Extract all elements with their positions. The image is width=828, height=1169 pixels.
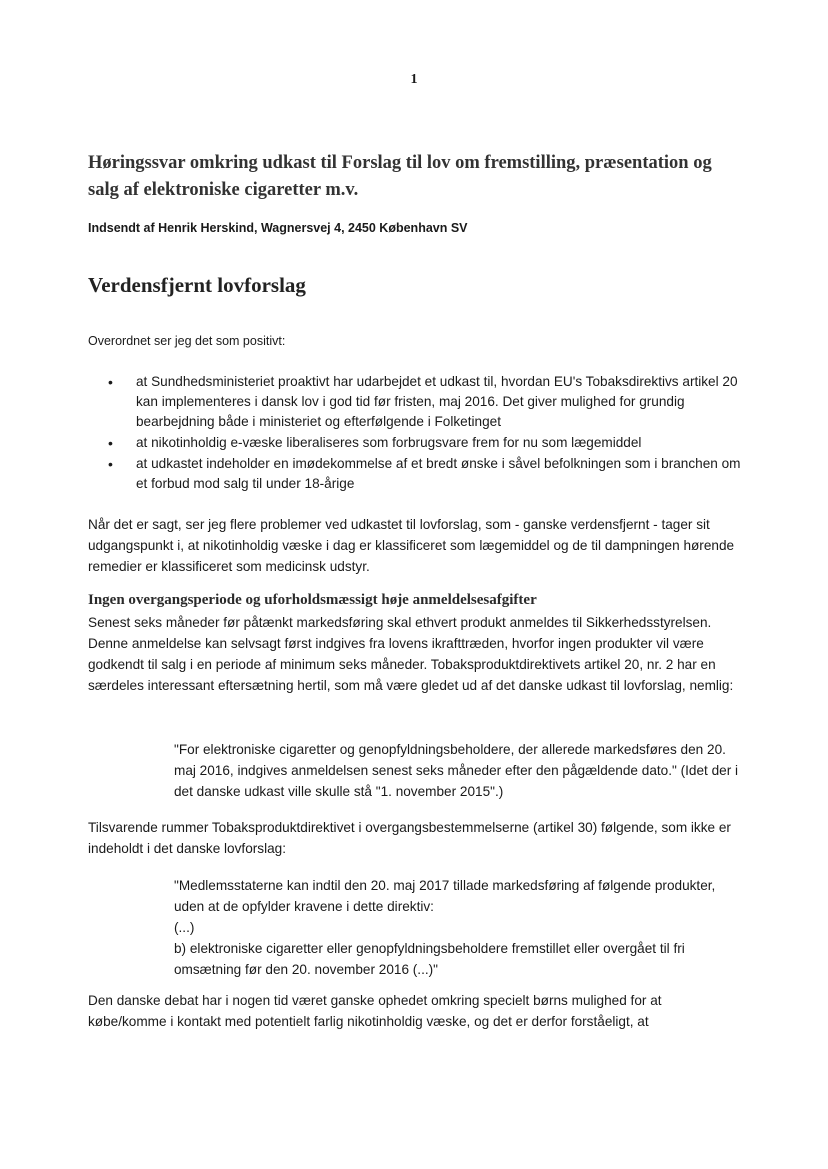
subheading: Ingen overgangsperiode og uforholdsmæssigt høje anmeldelsesafgifter [88, 592, 537, 608]
quote-line: b) elektroniske cigaretter eller genopfyldningsbeholdere fremstillet eller overgået til fri omsætning før den 20. november 2016 (...)" [174, 941, 685, 977]
paragraph-notification: Senest seks måneder før påtænkt markedsføring skal ethvert produkt anmeldes til Sikkerhedsstyrelsen. Denne anmeldelse kan selvsagt først indgives fra lovens ikrafttræden, hvorfor ingen produkter vil være godkendt til salg i en periode af minimum seks måneder. Tobaksproduktdirektivets artikel 20, nr. 2 har en særdeles interessant eftersætning hertil, som må være gledet ud af det danske udkast til lovforslag, nemlig: [88, 615, 734, 693]
quote-line: (...) [174, 920, 195, 935]
quote-line: "Medlemsstaterne kan indtil den 20. maj 2017 tillade markedsføring af følgende produkter, uden at de opfylder kravene i dette direktiv: [174, 878, 716, 914]
bullet-item: • at nikotinholdig e-væske liberaliseres som forbrugsvare frem for nu som lægemiddel [106, 433, 746, 453]
byline: Indsendt af Henrik Herskind, Wagnersvej 4, 2450 København SV [88, 221, 468, 235]
paragraph-debate: Den danske debat har i nogen tid været ganske ophedet omkring specielt børns mulighed for at købe/komme i kontakt med potentielt farlig nikotinholdig væske, og det er derfor forståeligt, at [88, 993, 662, 1029]
intro-text: Overordnet ser jeg det som positivt: [88, 334, 286, 348]
bullet-item: • at udkastet indeholder en imødekommelse af et bredt ønske i såvel befolkningen som i branchen om et forbud mod salg til under 18-årige [106, 454, 746, 494]
paragraph-transition: Tilsvarende rummer Tobaksproduktdirektivet i overgangsbestemmelserne (artikel 30) følgende, som ikke er indeholdt i det danske lovforslag: [88, 820, 731, 856]
bullet-item: • at Sundhedsministeriet proaktivt har udarbejdet et udkast til, hvordan EU's Tobaksdirektivs artikel 20 kan implementeres i dansk lov i god tid før fristen, maj 2016. Det giver mulighed for grundig bearbejdning både i ministeriet og efterfølgende i Folketinget [106, 372, 746, 432]
quote-article-30 [174, 875, 744, 980]
quote-article-20: "For elektroniske cigaretter og genopfyldningsbeholdere, der allerede markedsføres den 20. maj 2016, indgives anmeldelsen senest seks måneder efter den pågældende dato." (Idet der i det danske udkast ville skulle stå "1. november 2015".) [174, 742, 739, 799]
document-title: Høringssvar omkring udkast til Forslag til lov om fremstilling, præsentation og salg af elektroniske cigaretter m.v. [88, 153, 712, 200]
paragraph-problems: Når det er sagt, ser jeg flere problemer ved udkastet til lovforslag, som - ganske verdensfjernt - tager sit udgangspunkt i, at nikotinholdig væske i dag er klassificeret som lægemiddel og de til dampningen hørende remedier er klassificeret som medicinsk udstyr. [88, 517, 735, 574]
bullet-list [106, 372, 746, 495]
section-heading: Verdensfjernt lovforslag [88, 273, 306, 297]
page-number: 1 [410, 72, 418, 87]
